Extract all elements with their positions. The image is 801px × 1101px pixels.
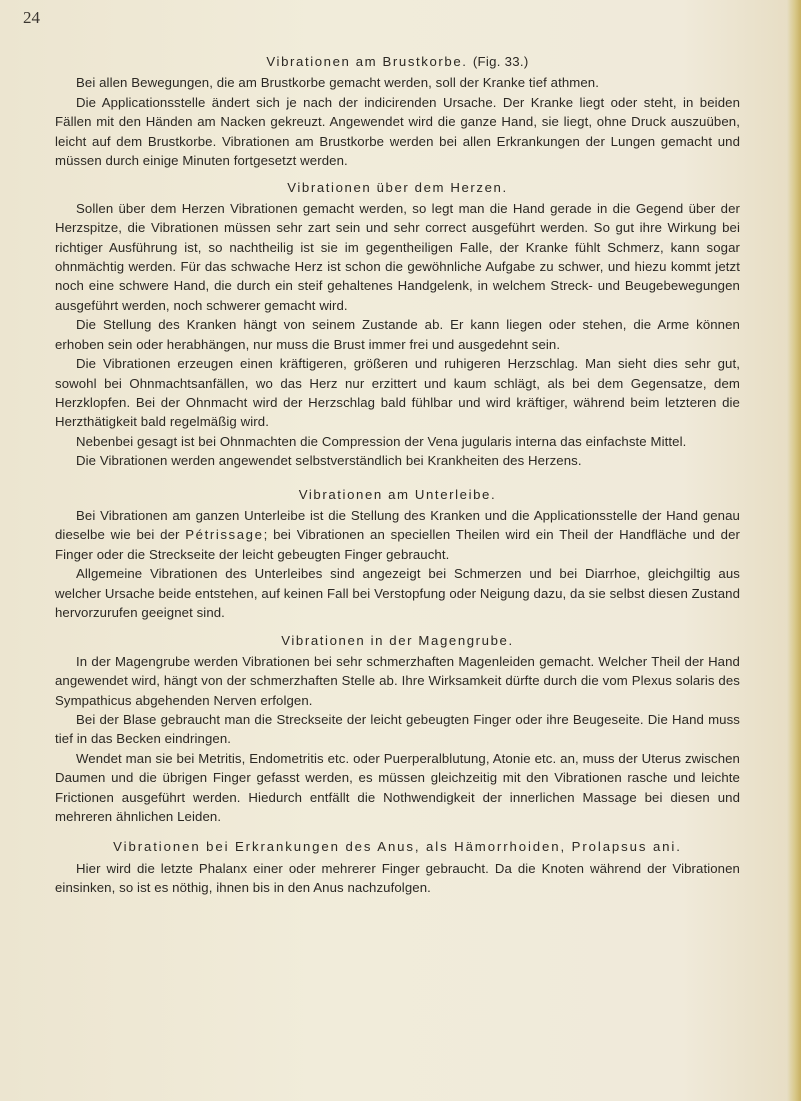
section-heading-anus: Vibrationen bei Erkrankungen des Anus, als Hämorrhoiden, Prolapsus ani. xyxy=(113,839,682,855)
paragraph: Allgemeine Vibrationen des Unterleibes sind angezeigt bei Schmerzen und bei Diarrhoe, gleichgiltig aus welcher Ursache beide entstehen, auf keinen Fall bei Verstopfung oder Neigung dazu, da sie selbst diesen Zustand hervorzurufen geeignet sind. xyxy=(55,566,740,620)
paragraph-text: Bei Vibrationen am ganzen Unterleibe ist die Stellung des Kranken und die Applicationsstelle der Hand genau dieselbe wie bei der xyxy=(55,507,740,543)
paragraph: Sollen über dem Herzen Vibrationen gemacht werden, so legt man die Hand gerade in die Gegend über der Herzspitze, die Vibrationen müssen sehr zart sein und sehr correct ausgeführt werden. So gut ihre Wirkung bei richtiger Ausführung ist, so nachtheilig ist sie im gegentheiligen Falle, der Kranke fühlt Schmerz, kann sogar ohnmächtig werden. Für das schwache Herz ist schon die gewöhnliche Aufgabe zu schwer, und hiezu kommt jetzt noch eine schwere Hand, die durch ein steif gehaltenes Handgelenk, in welchem Streck- und Beugebewegungen ausgeführt werden, noch schwerer gemacht wird. xyxy=(55,200,740,313)
paragraph: Die Vibrationen erzeugen einen kräftigeren, größeren und ruhigeren Herzschlag. Man sieht dies sehr gut, sowohl bei Ohnmachtsanfällen, wo das Herz nur erzittert und kaum schlägt, als bei dem Gegensatze, dem Herzklopfen. Bei der Ohnmacht wird der Herzschlag bald fühlbar und wird kräftiger, während beim letzteren die Herzthätigkeit bald regelmäßig wird. xyxy=(55,356,740,430)
paragraph: Nebenbei gesagt ist bei Ohnmachten die Compression der Vena jugularis interna das einfachste Mittel. xyxy=(76,433,687,449)
page-text xyxy=(55,52,740,898)
term-petrissage: Pétrissage xyxy=(185,527,264,543)
paragraph: Wendet man sie bei Metritis, Endometritis etc. oder Puerperalblutung, Atonie etc. an, muss der Uterus zwischen Daumen und die übrigen Finger gefasst werden, es müssen gleichzeitig mit den Vibrationen rasche und leichte Frictionen ausgeführt werden. Hiedurch entfällt die Nothwendigkeit der innerlichen Massage bei diesen und mehreren ähnlichen Leiden. xyxy=(55,750,740,825)
paragraph: In der Magengrube werden Vibrationen bei sehr schmerzhaften Magenleiden gemacht. Welcher Theil der Hand angewendet wird, hängt von der schmerzhaften Stelle ab. Ihre Wirksamkeit dürfte durch die vom Plexus solaris des Sympathicus abgehenden Nerven erfolgen. xyxy=(55,653,740,708)
section-heading-brustkorb xyxy=(55,52,740,71)
page-edge xyxy=(787,0,801,1101)
figure-reference: (Fig. 33.) xyxy=(472,54,529,69)
paragraph: Hier wird die letzte Phalanx einer oder mehrerer Finger gebraucht. Da die Knoten während der Vibrationen einsinken, so ist es nöthig, ihnen bis in den Anus nachzufolgen. xyxy=(55,860,740,896)
section-heading-unterleib: Vibrationen am Unterleibe. xyxy=(298,486,497,502)
section-heading-magengrube: Vibrationen in der Magengrube. xyxy=(281,633,514,649)
paragraph: Die Stellung des Kranken hängt von seinem Zustande ab. Er kann liegen oder stehen, die Arme können erhoben sein oder herabhängen, nur muss die Brust immer frei und ausgedehnt sein. xyxy=(55,317,740,352)
paragraph: Die Vibrationen werden angewendet selbstverständlich bei Krankheiten des Herzens. xyxy=(76,453,582,469)
paragraph: Bei der Blase gebraucht man die Streckseite der leicht gebeugten Finger oder ihre Beugeseite. Die Hand muss tief in das Becken eindringen. xyxy=(55,712,740,747)
paragraph xyxy=(55,506,740,564)
section-heading-text: Vibrationen am Brustkorbe. xyxy=(266,54,468,69)
page-number: 24 xyxy=(23,8,40,27)
paragraph-text: ; bei Vibrationen an speciellen Theilen wird ein Theil der Handfläche und der Finger oder die Streckseite der leicht gebeugten Finger gebraucht. xyxy=(55,527,741,562)
paragraph: Die Applicationsstelle ändert sich je nach der indicirenden Ursache. Der Kranke liegt oder steht, in beiden Fällen mit den Händen am Nacken gekreuzt. Angewendet wird die ganze Hand, sie liegt, ohne Druck auszuüben, leicht auf dem Brustkorbe. Vibrationen am Brustkorbe werden bei allen Erkrankungen der Lungen gemacht und müssen durch einige Minuten fortgesetzt werden. xyxy=(55,94,740,169)
section-heading-herzen: Vibrationen über dem Herzen. xyxy=(287,180,508,196)
paragraph: Bei allen Bewegungen, die am Brustkorbe gemacht werden, soll der Kranke tief athmen. xyxy=(76,75,600,91)
